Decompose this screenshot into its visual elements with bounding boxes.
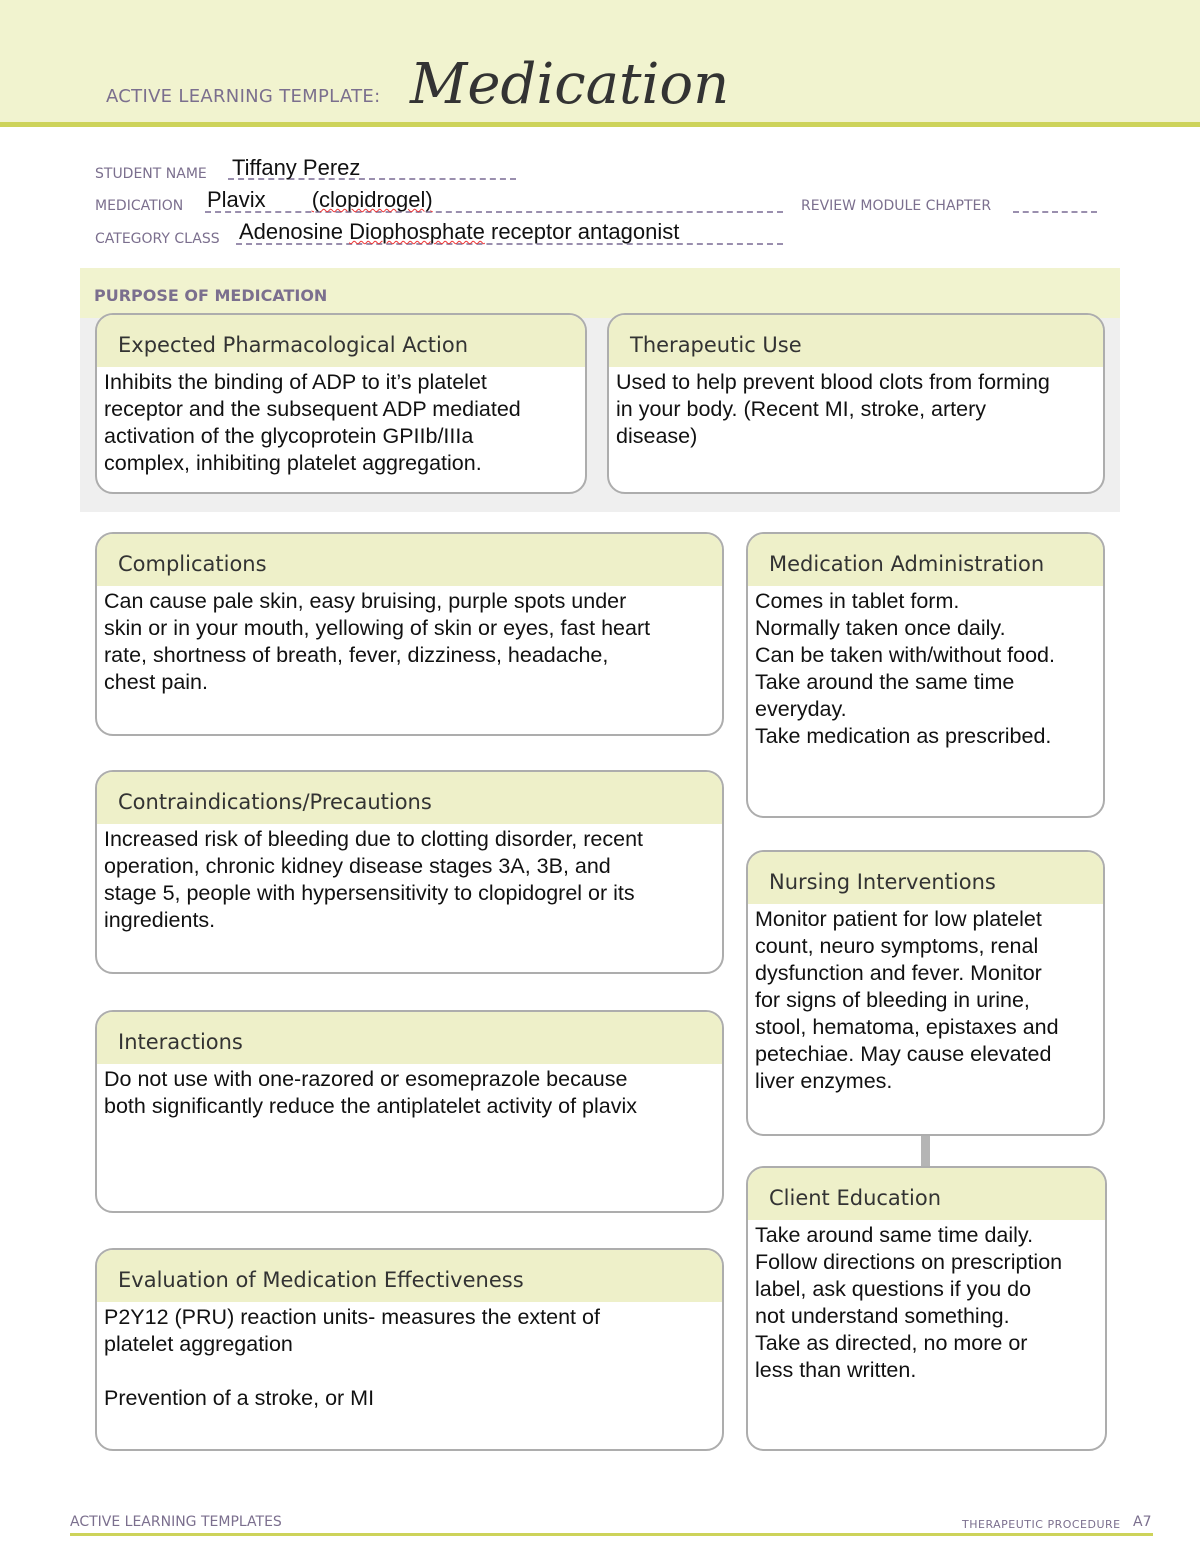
footer-section: THERAPEUTIC PROCEDURE <box>962 1518 1121 1531</box>
student-name-label: STUDENT NAME <box>95 166 207 182</box>
interactions-box <box>95 1010 724 1213</box>
box-body[interactable]: Used to help prevent blood clots from forming in your body. (Recent MI, stroke, artery disease) <box>616 370 1050 448</box>
contraindications-box <box>95 770 724 974</box>
box-body[interactable]: Comes in tablet form. Normally taken once daily. Can be taken with/without food. Take around the same time everyday. Take medication as prescribed. <box>755 589 1055 748</box>
category-class-label: CATEGORY CLASS <box>95 231 220 247</box>
category-text: Adenosine <box>239 219 350 244</box>
expected-action-box <box>95 313 587 494</box>
nursing-interventions-box <box>746 850 1105 1136</box>
box-body[interactable]: Increased risk of bleeding due to clotting disorder, recent operation, chronic kidney disease stages 3A, 3B, and stage 5, people with hypersensitivity to clopidogrel or its ingredients. <box>104 827 644 932</box>
medication-generic: (clopidrogel) <box>311 187 433 212</box>
review-module-line[interactable] <box>1013 211 1097 213</box>
header-divider <box>0 122 1200 127</box>
category-text-misspelled: Diophosphate <box>349 219 485 244</box>
review-module-label: REVIEW MODULE CHAPTER <box>801 198 992 214</box>
box-title: Evaluation of Medication Effectiveness <box>97 1250 722 1302</box>
footer-divider <box>70 1533 1153 1536</box>
box-connector <box>921 1136 930 1166</box>
box-title: Nursing Interventions <box>748 852 1103 904</box>
box-title: Interactions <box>97 1012 722 1064</box>
page-title: Medication <box>410 52 730 117</box>
box-title: Complications <box>97 534 722 586</box>
medication-label: MEDICATION <box>95 198 184 214</box>
page-number: A7 <box>1133 1514 1152 1530</box>
box-body[interactable]: P2Y12 (PRU) reaction units- measures the extent of platelet aggregation Prevention of a stroke, or MI <box>104 1305 600 1410</box>
box-body[interactable]: Do not use with one-razored or esomeprazole because both significantly reduce the antiplatelet activity of plavix <box>104 1067 638 1118</box>
box-body[interactable]: Take around same time daily. Follow directions on prescription label, ask questions if you do not understand something. Take as directed, no more or less than written. <box>755 1223 1063 1382</box>
client-education-box <box>746 1166 1107 1451</box>
medication-brand: Plavix <box>207 187 266 212</box>
box-title: Therapeutic Use <box>609 315 1103 367</box>
evaluation-box <box>95 1248 724 1451</box>
box-body[interactable]: Monitor patient for low platelet count, neuro symptoms, renal dysfunction and fever. Monitor for signs of bleeding in urine, stool, hematoma, epistaxes and petechiae. May cause elevated liver enzymes. <box>755 907 1059 1093</box>
purpose-title: PURPOSE OF MEDICATION <box>94 286 328 305</box>
box-title: Expected Pharmacological Action <box>97 315 585 367</box>
box-title: Contraindications/Precautions <box>97 772 722 824</box>
box-title: Medication Administration <box>748 534 1103 586</box>
box-title: Client Education <box>748 1168 1105 1220</box>
therapeutic-use-box <box>607 313 1105 494</box>
medication-administration-box <box>746 532 1105 818</box>
category-class-field[interactable] <box>239 219 679 245</box>
student-name-field[interactable]: Tiffany Perez <box>232 155 361 180</box>
complications-box <box>95 532 724 736</box>
box-body[interactable]: Can cause pale skin, easy bruising, purple spots under skin or in your mouth, yellowing of skin or eyes, fast heart rate, shortness of breath, fever, dizziness, headache, chest pain. <box>104 589 651 694</box>
template-label: ACTIVE LEARNING TEMPLATE: <box>106 86 381 107</box>
category-text: receptor antagonist <box>484 219 680 244</box>
box-body[interactable]: Inhibits the binding of ADP to it’s platelet receptor and the subsequent ADP mediated activation of the glycoprotein GPIIb/IIIa complex, inhibiting platelet aggregation. <box>104 370 521 475</box>
footer-left: ACTIVE LEARNING TEMPLATES <box>70 1514 282 1530</box>
medication-field[interactable] <box>207 187 433 213</box>
